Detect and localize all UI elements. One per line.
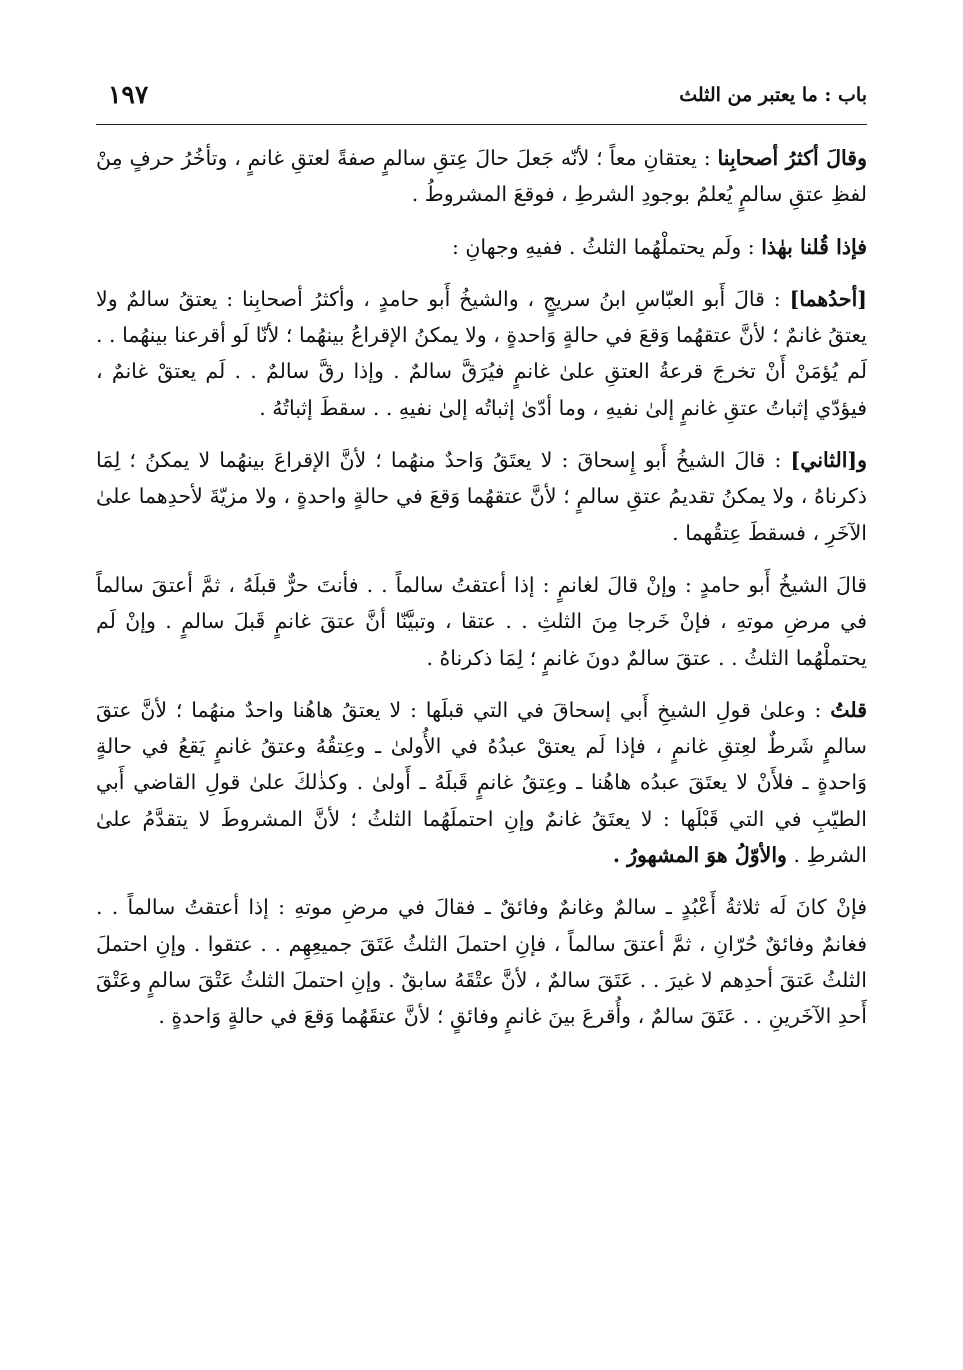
paragraph-tail: والأوّلُ هوَ المشهورُ . <box>612 843 787 868</box>
paragraph-lead: وقالَ أكثرُ أصحابِنا <box>717 146 867 170</box>
paragraph-5 <box>96 567 867 676</box>
body-text <box>96 140 867 1051</box>
paragraph-text: : قالَ الشيخُ أَبو إِسحاقَ : لا يعتَقُ وَاحدٌ منهُما ؛ لأنَّ الإقراعَ بينهُما لا يمكنُ ؛ لِمَا ذكرناهُ ، ولا يمكنُ تقديمُ عتقِ سالمٍ ؛ لأنَّ عتقهُما وَقعَ في حالةٍ واحدةٍ ، ولا مزيّةَ لأحدِهما علىٰ الآخَرِ ، فسقطَ عِتقُهما . <box>96 448 867 545</box>
page-number: ١٩٧ <box>108 80 149 109</box>
running-title: باب : ما يعتبر من الثلث <box>679 84 867 106</box>
paragraph-lead: فإذا قُلنا بهٰذا <box>761 234 867 259</box>
paragraph-lead: [أحدُهما] <box>789 286 867 311</box>
paragraph-6 <box>96 692 867 873</box>
paragraph-1 <box>96 140 867 213</box>
header-rule <box>96 124 867 125</box>
paragraph-text: : يعتقانِ معاً ؛ لأنّه جَعلَ حالَ عِتقِ سالمٍ صفةً لعتقِ غانمٍ ، وتأخُرُ حرفٍ مِنْ لفظِ عتقِ سالمٍ يُعلمُ بوجودِ الشرطِ ، فوقعَ المشروطُ . <box>96 146 867 207</box>
paragraph-text: قالَ الشيخُ أَبو حامدٍ : وإنْ قالَ لغانمٍ : إذا أعتقتُ سالماً . . فأنتَ حرٌّ قبلَهُ ، ثمَّ أعتقَ سالماً في مرضِ موتهِ ، فإنْ خَرجا مِنَ الثلثِ . . عتقا ، وتبيَّنّا أنَّ عتقَ غانمٍ قَبلَ سالمٍ . وإنْ لَم يحتملْهُما الثلثُ . . عتقَ سالمٌ دونَ غانمٍ ؛ لِمَا ذكرناهُ . <box>96 572 867 670</box>
paragraph-text: : ولَم يحتملْهُما الثلثُ . ففيهِ وجهانِ : <box>451 234 762 259</box>
paragraph-7 <box>96 889 867 1034</box>
paragraph-text: : وعلىٰ قولِ الشيخِ أَبي إسحاقَ في التي قبلَها : لا يعتقُ هاهُنا واحدٌ منهُما ؛ لأنَّ عتقَ سالمٍ شَرطٌ لعِتقِ غانمٍ ، فإذا لَم يعتقْ عبدُهُ في الأُولىٰ ـ وعِتقُهُ وعتقُ غانمٍ يَقعُ في حالةٍ وَاحدةٍ ـ فلأَنْ لا يعتَقَ عبدُه هاهُنا ـ وعِتقُ غانمٍ قَبلَهُ ـ أَولىٰ . وكذٰلكَ علىٰ قولِ القاضي أَبي الطيّبِ في التي قَبْلَها : لا يعتَقُ غانمٌ وإنِ احتملَهُما الثلثُ ؛ لأنَّ المشروطَ لا يتقدَّمُ علىٰ الشرطِ . <box>96 697 867 868</box>
paragraph-lead: و[الثاني] <box>790 448 867 473</box>
paragraph-4 <box>96 442 867 551</box>
paragraph-3 <box>96 281 867 426</box>
paragraph-text: : قالَ أَبو العبّاسِ ابنُ سريجٍ ، والشيخُ أَبو حامدٍ ، وأكثرُ أصحابِنا : يعتقُ سالمٌ ولا يعتقُ غانمٌ ؛ لأنَّ عتقهُما وَقعَ في حالةٍ وَاحدةٍ ، ولا يمكنُ الإقراعُ بينهُما ؛ لأنّا لَو أقرعنا بينهُما . . لَم يُؤمَنْ أَنْ تخرجَ قرعةُ العتقِ علىٰ غانمٍ فيُرَقَّ سالمٌ . وإذا رقَّ سالمٌ . . لَم يعتقْ غانمٌ ، فيؤدّي إثباتُ عتقِ غانمٍ إلىٰ نفيهِ ، وما أدّىٰ إثباتُه إلىٰ نفيهِ . . سقطَ إثباتُهُ . <box>96 286 867 420</box>
paragraph-lead: قلتُ <box>830 697 867 722</box>
paragraph-2 <box>96 229 867 265</box>
page-header <box>108 78 867 118</box>
paragraph-text: فإنْ كانَ لَه ثلاثةُ أَعْبُدٍ ـ سالمٌ وغانمٌ وفائقٌ ـ فقالَ في مرضِ موتهِ : إذا أعتقتُ سالماً . . فغانمٌ وفائقٌ حُرّانِ ، ثمَّ أعتقَ سالماً ، فإنِ احتملَ الثلثُ عَتَقَ جميعِهِم . . عتقوا . وإنِ احتملَ الثلثُ عَتقَ أحدِهم لا غيرَ . . عَتَقَ سالمٌ ، لأنَّ عتْقَهُ سابقٌ . وإنِ احتملَ الثلثُ عَتْقَ سالمٍ وعَتْقَ أَحدِ الآخَرينِ . . عَتَقَ سالمٌ ، وأُقرعَ بينَ غانمٍ وفائقٍ ؛ لأنَّ عتقَهُما وَقعَ في حالةٍ وَاحدةٍ . <box>96 895 867 1029</box>
